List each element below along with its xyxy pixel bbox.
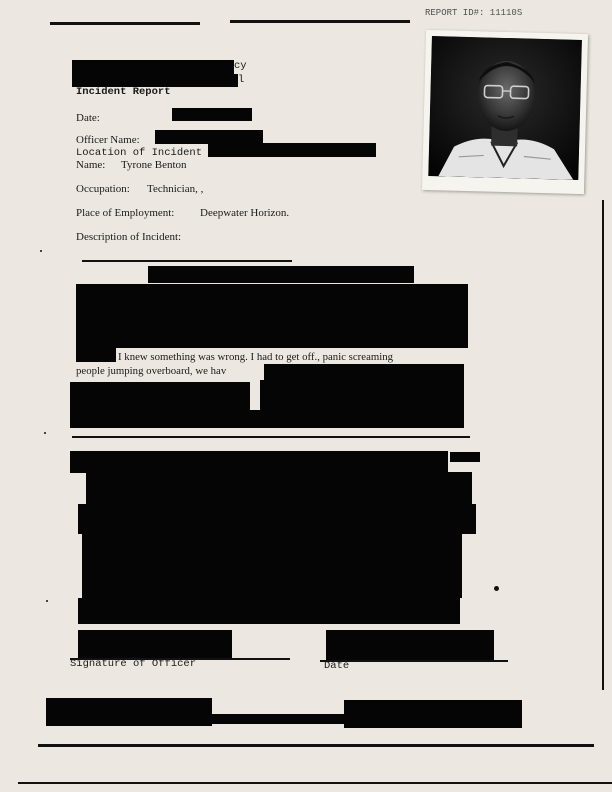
officer-name-label: Officer Name: bbox=[76, 134, 140, 146]
redacted-description-3 bbox=[76, 346, 116, 362]
ink-speck bbox=[40, 250, 42, 252]
redacted-description-1 bbox=[148, 266, 414, 283]
redacted-footer-left bbox=[46, 698, 212, 726]
agency-tail-1: cy bbox=[234, 60, 247, 72]
photo-frame bbox=[422, 30, 588, 194]
redacted-agency-line-1 bbox=[72, 60, 234, 74]
description-top-rule bbox=[82, 260, 292, 262]
redacted-description-7 bbox=[70, 451, 448, 473]
redacted-description-6 bbox=[70, 410, 264, 428]
sign-date-label: Date bbox=[324, 660, 350, 672]
description-label: Description of Incident: bbox=[76, 231, 182, 243]
statement-line-2: people jumping overboard, we hav bbox=[76, 365, 227, 377]
signature-label: Signature of Officer bbox=[70, 658, 197, 670]
date-label: Date: bbox=[76, 112, 100, 124]
agency-tail-2: l bbox=[238, 74, 245, 86]
employment-value: Deepwater Horizon. bbox=[200, 207, 290, 219]
redacted-description-10 bbox=[78, 504, 476, 534]
employment-label: Place of Employment: bbox=[76, 207, 175, 219]
right-edge-rule bbox=[602, 200, 604, 690]
ink-speck bbox=[494, 586, 499, 591]
ink-speck bbox=[44, 432, 46, 434]
bottom-rule-1 bbox=[38, 744, 594, 747]
redacted-officer-name bbox=[155, 130, 263, 144]
redacted-footer-right bbox=[344, 700, 522, 728]
redacted-officer-signature bbox=[78, 630, 232, 658]
redacted-description-9 bbox=[86, 472, 472, 504]
name-label: Name: bbox=[76, 159, 106, 171]
redacted-description-12 bbox=[78, 598, 460, 624]
redacted-description-8 bbox=[450, 452, 480, 462]
redacted-description-4 bbox=[70, 382, 250, 412]
bottom-rule-2 bbox=[18, 782, 612, 784]
name-value: Tyrone Benton bbox=[121, 159, 187, 171]
statement-line-1: I knew something was wrong. I had to get off., panic screaming bbox=[118, 351, 394, 363]
occupation-label: Occupation: bbox=[76, 183, 130, 195]
redacted-sign-date bbox=[326, 630, 494, 660]
portrait-image bbox=[428, 36, 582, 180]
report-title: Incident Report bbox=[76, 86, 171, 98]
redacted-footer-mid bbox=[212, 714, 346, 724]
top-rule-right bbox=[230, 20, 410, 23]
location-label: Location of Incident bbox=[76, 147, 203, 159]
report-id-code: REPORT ID#: 11110S bbox=[425, 8, 523, 18]
redacted-description-5 bbox=[260, 380, 464, 428]
redacted-description-11 bbox=[82, 532, 462, 598]
redacted-description-2 bbox=[76, 284, 468, 348]
top-rule-left bbox=[50, 22, 200, 25]
occupation-value: Technician, , bbox=[147, 183, 204, 195]
redacted-date bbox=[172, 108, 252, 121]
description-mid-rule bbox=[72, 436, 470, 438]
subject-photo bbox=[428, 36, 582, 180]
redacted-location bbox=[208, 143, 376, 157]
ink-speck bbox=[46, 600, 48, 602]
